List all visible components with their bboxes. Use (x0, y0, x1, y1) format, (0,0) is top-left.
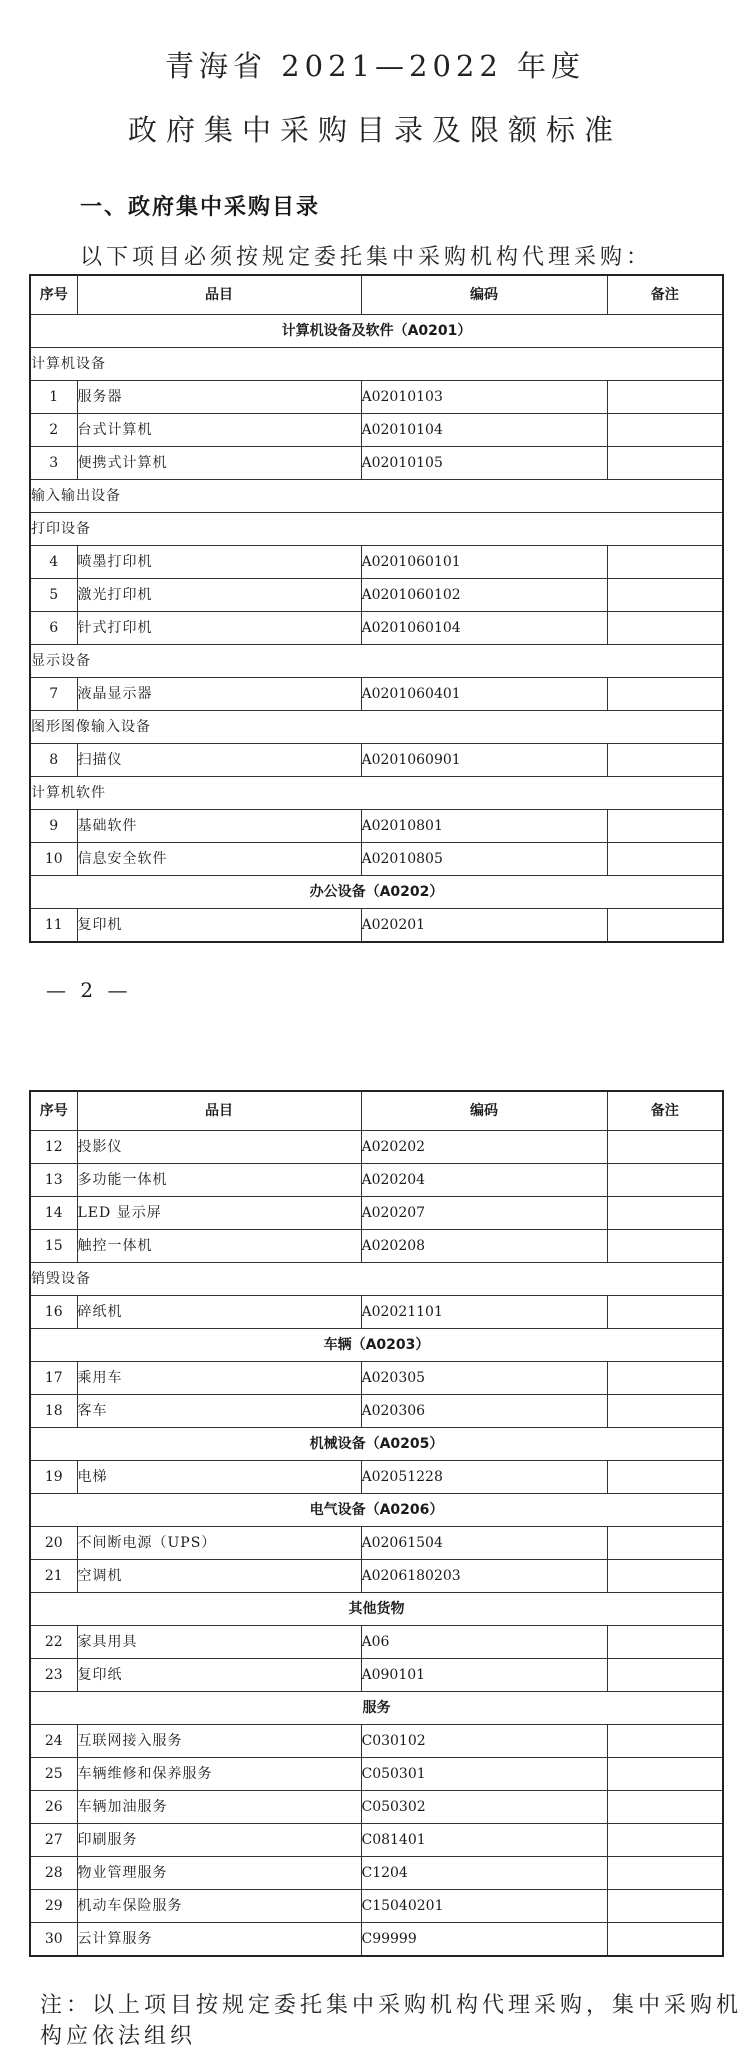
item-code: C050302 (361, 1791, 607, 1824)
item-note (607, 1362, 723, 1395)
item-name: 车辆加油服务 (77, 1791, 361, 1824)
row-number: 12 (30, 1131, 77, 1164)
category-label: 其他货物 (30, 1593, 723, 1626)
row-number: 16 (30, 1296, 77, 1329)
header-item: 品目 (77, 275, 361, 315)
table-header-row (30, 1091, 723, 1131)
category-label: 车辆（A0203） (30, 1329, 723, 1362)
subcategory-row (30, 645, 723, 678)
row-number: 7 (30, 678, 77, 711)
subcategory-row (30, 480, 723, 513)
item-note (607, 1296, 723, 1329)
item-note (607, 1890, 723, 1923)
item-name: 复印机 (77, 909, 361, 943)
row-number: 22 (30, 1626, 77, 1659)
header-item: 品目 (77, 1091, 361, 1131)
table1-body (30, 315, 723, 943)
row-number: 1 (30, 381, 77, 414)
item-code: A02051228 (361, 1461, 607, 1494)
item-code: A020208 (361, 1230, 607, 1263)
subcategory-row (30, 1263, 723, 1296)
table-row (30, 447, 723, 480)
table-row (30, 1362, 723, 1395)
item-name: 服务器 (77, 381, 361, 414)
row-number: 21 (30, 1560, 77, 1593)
subcategory-label: 图形图像输入设备 (30, 711, 723, 744)
table-row (30, 1296, 723, 1329)
item-code: A0201060101 (361, 546, 607, 579)
item-name: 基础软件 (77, 810, 361, 843)
item-code: A02061504 (361, 1527, 607, 1560)
item-code: A020306 (361, 1395, 607, 1428)
category-label: 电气设备（A0206） (30, 1494, 723, 1527)
item-note (607, 1230, 723, 1263)
item-note (607, 1461, 723, 1494)
category-row (30, 876, 723, 909)
table-row (30, 1923, 723, 1957)
category-row (30, 315, 723, 348)
row-number: 4 (30, 546, 77, 579)
item-name: LED 显示屏 (77, 1197, 361, 1230)
subcategory-row (30, 777, 723, 810)
row-number: 29 (30, 1890, 77, 1923)
item-code: A02010104 (361, 414, 607, 447)
item-code: A0201060401 (361, 678, 607, 711)
item-code: A020201 (361, 909, 607, 943)
item-name: 复印纸 (77, 1659, 361, 1692)
item-name: 物业管理服务 (77, 1857, 361, 1890)
table-row (30, 1890, 723, 1923)
subcategory-label: 计算机软件 (30, 777, 723, 810)
item-note (607, 1395, 723, 1428)
item-name: 空调机 (77, 1560, 361, 1593)
item-code: A020204 (361, 1164, 607, 1197)
table-row (30, 843, 723, 876)
item-note (607, 1824, 723, 1857)
row-number: 9 (30, 810, 77, 843)
item-code: C1204 (361, 1857, 607, 1890)
subcategory-row (30, 348, 723, 381)
category-row (30, 1494, 723, 1527)
item-code: A0201060901 (361, 744, 607, 777)
item-name: 喷墨打印机 (77, 546, 361, 579)
document-title-line2: 政府集中采购目录及限额标准 (127, 113, 622, 147)
item-name: 台式计算机 (77, 414, 361, 447)
item-code: C15040201 (361, 1890, 607, 1923)
row-number: 28 (30, 1857, 77, 1890)
item-name: 云计算服务 (77, 1923, 361, 1957)
row-number: 3 (30, 447, 77, 480)
row-number: 15 (30, 1230, 77, 1263)
item-code: C99999 (361, 1923, 607, 1957)
table-row (30, 1131, 723, 1164)
category-label: 办公设备（A0202） (30, 876, 723, 909)
item-code: A02010801 (361, 810, 607, 843)
header-no: 序号 (30, 275, 77, 315)
item-code: A020305 (361, 1362, 607, 1395)
item-note (607, 612, 723, 645)
item-note (607, 1560, 723, 1593)
page-number: — 2 — (46, 978, 132, 1002)
table-row (30, 1791, 723, 1824)
row-number: 26 (30, 1791, 77, 1824)
row-number: 8 (30, 744, 77, 777)
table-row (30, 612, 723, 645)
item-name: 碎纸机 (77, 1296, 361, 1329)
category-row (30, 1692, 723, 1725)
table-row (30, 546, 723, 579)
item-note (607, 414, 723, 447)
table-row (30, 744, 723, 777)
table-row (30, 1758, 723, 1791)
category-label: 机械设备（A0205） (30, 1428, 723, 1461)
item-note (607, 678, 723, 711)
subcategory-row (30, 711, 723, 744)
row-number: 25 (30, 1758, 77, 1791)
table-row (30, 1395, 723, 1428)
table-row (30, 414, 723, 447)
table-row (30, 579, 723, 612)
item-code: A090101 (361, 1659, 607, 1692)
item-note (607, 843, 723, 876)
item-note (607, 546, 723, 579)
item-code: C081401 (361, 1824, 607, 1857)
item-name: 不间断电源（UPS） (77, 1527, 361, 1560)
item-name: 液晶显示器 (77, 678, 361, 711)
table-row (30, 1461, 723, 1494)
item-note (607, 1725, 723, 1758)
item-note (607, 1164, 723, 1197)
table-row (30, 1857, 723, 1890)
row-number: 19 (30, 1461, 77, 1494)
subcategory-label: 打印设备 (30, 513, 723, 546)
table-row (30, 1626, 723, 1659)
item-note (607, 381, 723, 414)
header-note: 备注 (607, 275, 723, 315)
item-name: 互联网接入服务 (77, 1725, 361, 1758)
item-code: A020202 (361, 1131, 607, 1164)
table-row (30, 678, 723, 711)
item-name: 机动车保险服务 (77, 1890, 361, 1923)
item-note (607, 1758, 723, 1791)
category-label: 服务 (30, 1692, 723, 1725)
item-note (607, 1857, 723, 1890)
row-number: 17 (30, 1362, 77, 1395)
table-row (30, 909, 723, 943)
subcategory-label: 显示设备 (30, 645, 723, 678)
table-row (30, 1197, 723, 1230)
category-row (30, 1428, 723, 1461)
item-name: 激光打印机 (77, 579, 361, 612)
row-number: 11 (30, 909, 77, 943)
item-code: A02010103 (361, 381, 607, 414)
item-code: A0201060102 (361, 579, 607, 612)
category-row (30, 1329, 723, 1362)
table-header-row (30, 275, 723, 315)
row-number: 2 (30, 414, 77, 447)
item-name: 车辆维修和保养服务 (77, 1758, 361, 1791)
row-number: 20 (30, 1527, 77, 1560)
category-row (30, 1593, 723, 1626)
item-name: 乘用车 (77, 1362, 361, 1395)
item-name: 电梯 (77, 1461, 361, 1494)
item-note (607, 1626, 723, 1659)
document-title-line1: 青海省 2021—2022 年度 (164, 49, 586, 83)
row-number: 18 (30, 1395, 77, 1428)
item-note (607, 1791, 723, 1824)
item-note (607, 744, 723, 777)
header-code: 编码 (361, 1091, 607, 1131)
row-number: 5 (30, 579, 77, 612)
item-note (607, 1527, 723, 1560)
row-number: 30 (30, 1923, 77, 1957)
item-code: A020207 (361, 1197, 607, 1230)
table-row (30, 1527, 723, 1560)
table-row (30, 1725, 723, 1758)
item-code: A06 (361, 1626, 607, 1659)
item-note (607, 1923, 723, 1957)
header-no: 序号 (30, 1091, 77, 1131)
table-row (30, 1230, 723, 1263)
subcategory-label: 输入输出设备 (30, 480, 723, 513)
row-number: 27 (30, 1824, 77, 1857)
row-number: 23 (30, 1659, 77, 1692)
header-note: 备注 (607, 1091, 723, 1131)
item-note (607, 810, 723, 843)
item-name: 多功能一体机 (77, 1164, 361, 1197)
bottom-cut-line: 注：以上项目按规定委托集中采购机构代理采购，集中采购机构应依法组织 (40, 1993, 743, 2049)
item-name: 信息安全软件 (77, 843, 361, 876)
item-name: 投影仪 (77, 1131, 361, 1164)
item-code: A0206180203 (361, 1560, 607, 1593)
item-name: 客车 (77, 1395, 361, 1428)
table2-body (30, 1131, 723, 1957)
item-name: 触控一体机 (77, 1230, 361, 1263)
header-code: 编码 (361, 275, 607, 315)
item-note (607, 1197, 723, 1230)
catalog-table-page-3 (29, 1090, 724, 1957)
item-name: 扫描仪 (77, 744, 361, 777)
subcategory-label: 计算机设备 (30, 348, 723, 381)
row-number: 10 (30, 843, 77, 876)
row-number: 6 (30, 612, 77, 645)
item-note (607, 579, 723, 612)
table-row (30, 1560, 723, 1593)
bottom-cut-text (0, 1993, 750, 2049)
item-code: A02021101 (361, 1296, 607, 1329)
table-row (30, 381, 723, 414)
row-number: 13 (30, 1164, 77, 1197)
item-name: 印刷服务 (77, 1824, 361, 1857)
catalog-table-page-2 (29, 274, 724, 943)
row-number: 14 (30, 1197, 77, 1230)
item-code: A0201060104 (361, 612, 607, 645)
item-name: 针式打印机 (77, 612, 361, 645)
table-row (30, 810, 723, 843)
subcategory-row (30, 513, 723, 546)
subcategory-label: 销毁设备 (30, 1263, 723, 1296)
item-code: C050301 (361, 1758, 607, 1791)
item-note (607, 909, 723, 943)
item-note (607, 1131, 723, 1164)
item-note (607, 1659, 723, 1692)
item-code: A02010105 (361, 447, 607, 480)
item-note (607, 447, 723, 480)
table-row (30, 1164, 723, 1197)
item-code: C030102 (361, 1725, 607, 1758)
item-name: 便携式计算机 (77, 447, 361, 480)
table-row (30, 1659, 723, 1692)
row-number: 24 (30, 1725, 77, 1758)
intro-text: 以下项目必须按规定委托集中采购机构代理采购： (80, 245, 653, 270)
section-heading: 一、政府集中采购目录 (80, 195, 321, 220)
item-name: 家具用具 (77, 1626, 361, 1659)
item-code: A02010805 (361, 843, 607, 876)
category-label: 计算机设备及软件（A0201） (30, 315, 723, 348)
table-row (30, 1824, 723, 1857)
